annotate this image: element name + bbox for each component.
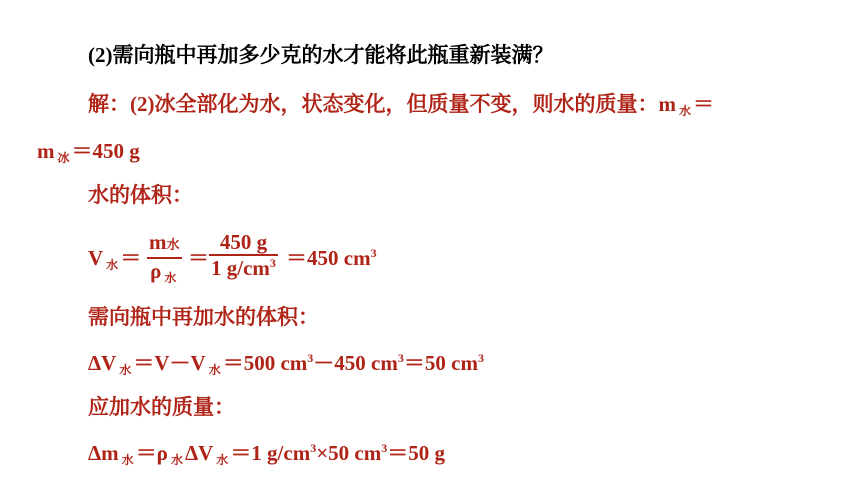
solution-line-1	[88, 91, 714, 120]
subscript-water: 水	[678, 104, 691, 118]
equals-sign: ＝	[693, 92, 714, 116]
mass-symbol: m	[37, 139, 55, 163]
delta-volume-equation: ΔV 水＝V－V 水＝500 $cm^3-450$ $cm^3=50$ $cm^3$	[88, 351, 484, 377]
fraction-numerator: 450 g	[219, 230, 268, 254]
fraction-denominator: 1 $g/cm^3$	[209, 254, 278, 283]
fraction-mass-over-density	[147, 230, 182, 286]
delta-mass-equation: Δm 水＝ρ 水ΔV 水＝1 $g/cm^3\times 50$ $cm^3=50$ g	[88, 441, 445, 467]
volume-label: 水的体积：	[88, 183, 193, 207]
solution-line-2	[37, 138, 140, 167]
equals-sign: ＝	[120, 246, 142, 270]
solution-intro: 解：(2)冰全部化为水，状态变化，但质量不变，则水的质量：m	[88, 92, 676, 116]
volume-result: ＝450 $cm^3$	[286, 246, 377, 270]
add-volume-label: 需向瓶中再加水的体积：	[88, 305, 319, 329]
fraction-values	[209, 230, 278, 283]
add-mass-label: 应加水的质量：	[88, 395, 235, 419]
subscript-ice: 冰	[57, 151, 70, 165]
question-text: (2)需向瓶中再加多少克的水才能将此瓶重新装满？	[88, 43, 554, 67]
fraction-denominator: ρ水	[147, 257, 182, 286]
fraction-numerator: m水	[149, 230, 180, 254]
subscript-water: 水	[106, 258, 119, 272]
equals-sign: ＝	[188, 246, 209, 270]
volume-lhs	[88, 245, 141, 274]
mass-value: ＝450 g	[71, 139, 140, 163]
volume-symbol: V	[88, 246, 104, 270]
